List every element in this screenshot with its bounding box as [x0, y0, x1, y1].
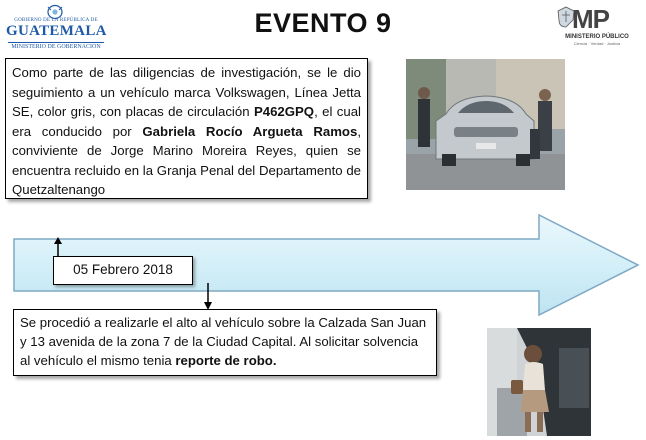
event-date: 05 Febrero 2018 [53, 256, 193, 285]
logo-line-gobierno: GOBIERNO DE LA REPÚBLICA DE [14, 18, 98, 23]
mp-initials: MP [572, 4, 609, 34]
mp-name: MINISTERIO PÚBLICO [565, 34, 629, 40]
logo-rule [8, 42, 104, 43]
logo-word-guatemala: GUATEMALA [6, 23, 107, 39]
event-text-2: , el cual era conducido por [12, 104, 361, 139]
stolen-report-emphasis: reporte de robo. [175, 353, 277, 368]
ministerio-publico-logo [554, 4, 640, 48]
down-connector-arrow [199, 283, 217, 311]
detail-text: Se procedió a realizarle el alto al vehículo sobre la Calzada San Juan y 13 avenida de la zona 7 de la Ciudad Capital. Al solicitar solvencia al vehículo el mismo tenia [20, 315, 427, 368]
slide-title: EVENTO 9 [254, 8, 392, 38]
event-text-3: , conviviente de Jorge Marino Moreira Reyes, quien se encuentra recluido en la Granja Penal del Departamento de Quetzaltenango [12, 123, 361, 197]
mp-tagline: Ciencia · Verdad · Justicia [573, 41, 621, 46]
event-text-1: Como parte de las diligencias de investigación, se le dio seguimiento a un vehículo marca Volkswagen, Línea Jetta SE, color gris, con placas de circulación [12, 65, 361, 119]
driver-photo [487, 328, 591, 436]
license-plate: P462GPQ [253, 104, 315, 119]
logo-line-ministerio: MINISTERIO DE GOBERNACIÓN [11, 44, 101, 50]
driver-name: Gabriela Rocío Argueta Ramos [142, 123, 358, 139]
event-description-box [5, 58, 368, 199]
vehicle-photo [406, 59, 565, 190]
event-detail-box [13, 309, 437, 376]
